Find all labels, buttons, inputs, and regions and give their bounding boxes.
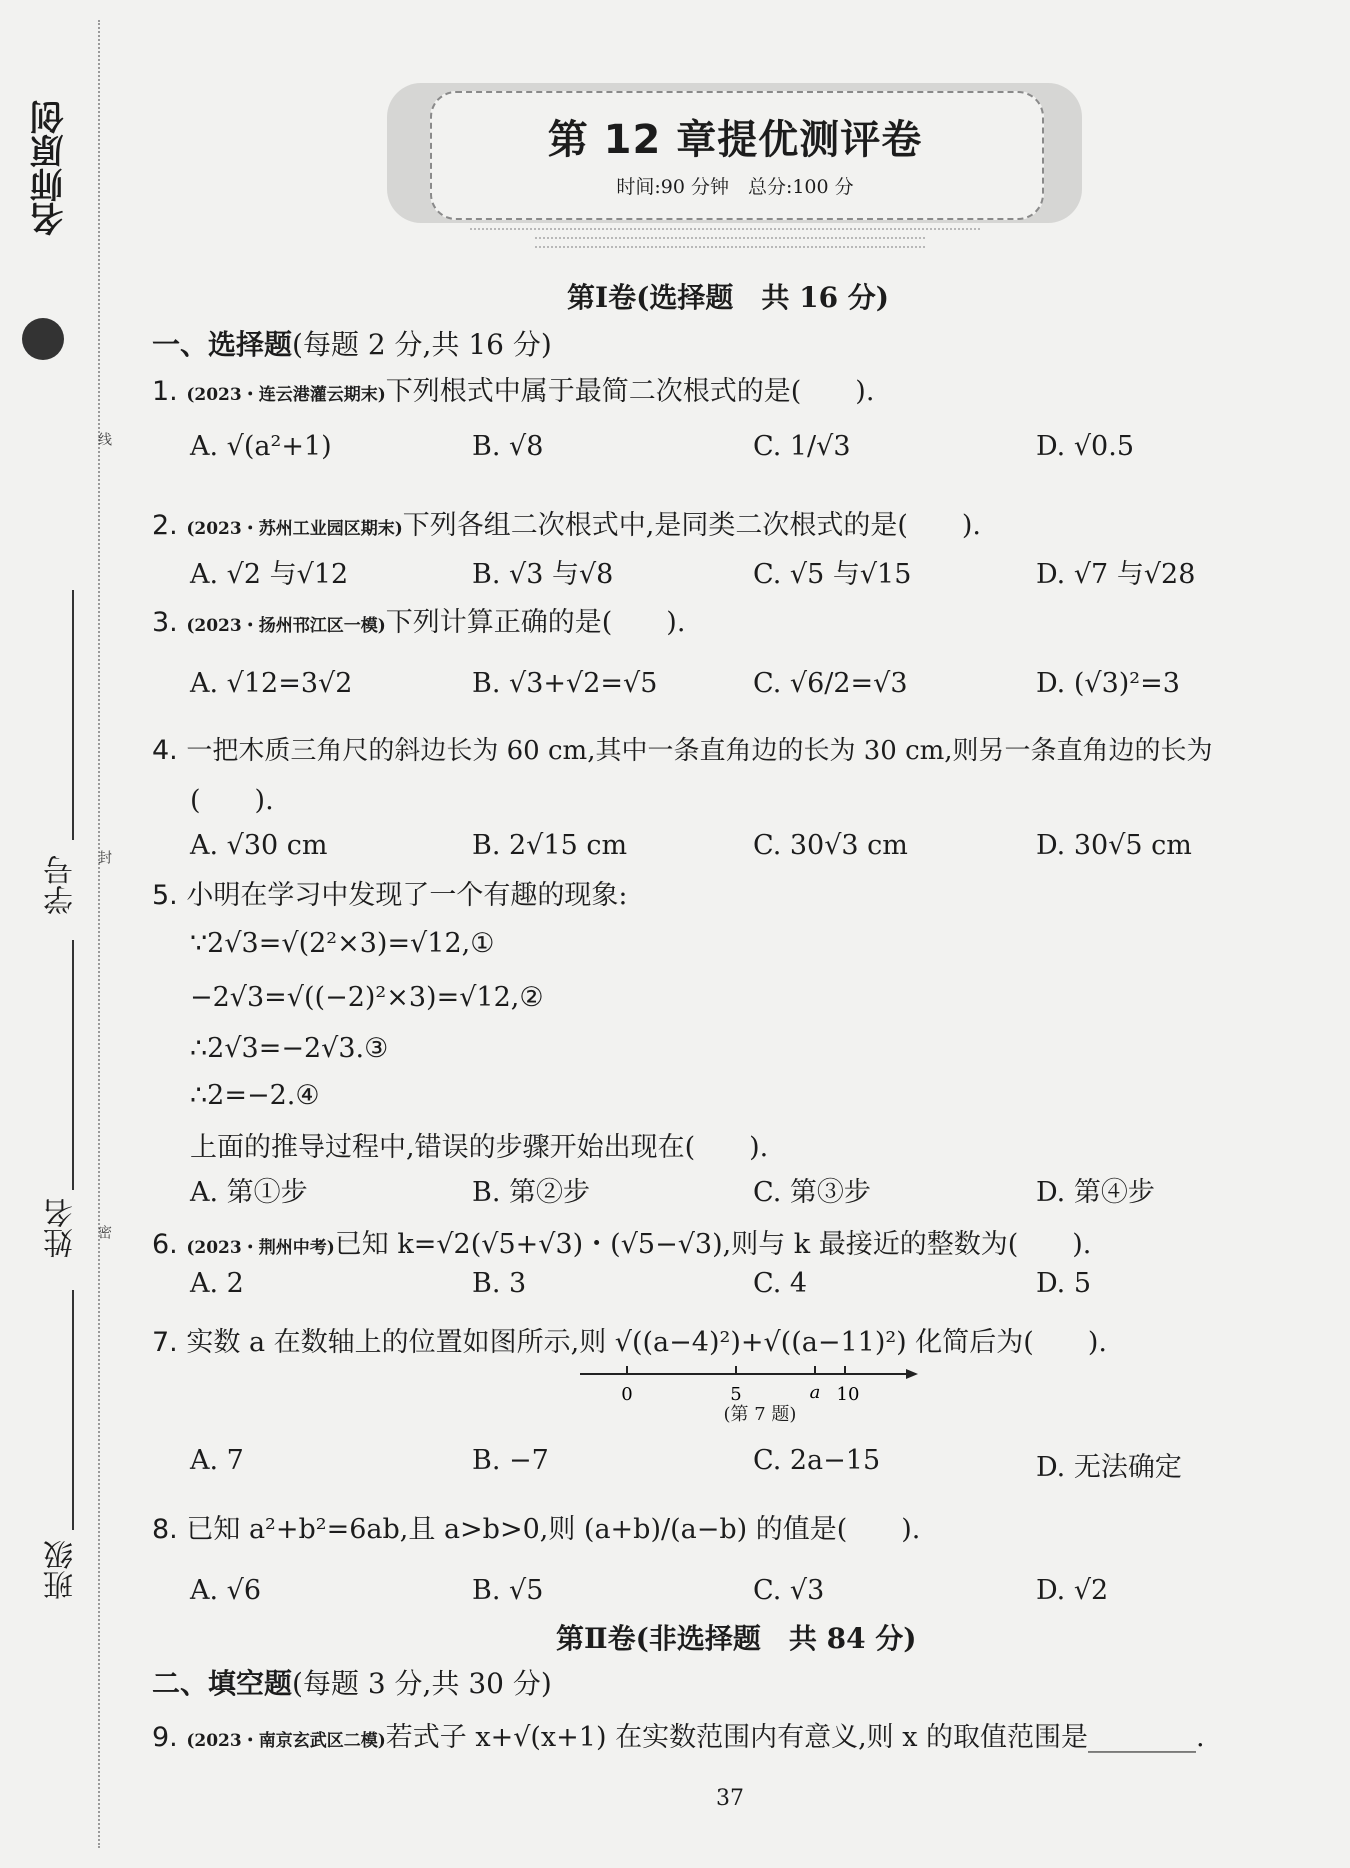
q2-source: (2023・苏州工业园区期末)	[186, 519, 403, 539]
q5-step-1: ∵2√3=√(2²×3)=√12,①	[190, 928, 495, 959]
q7-text: 实数 a 在数轴上的位置如图所示,则 √((a−4)²)+√((a−11)²) 化简后为( ).	[186, 1327, 1107, 1358]
q1-stem	[152, 369, 874, 408]
q1-option-c[interactable]: C. 1/√3	[753, 431, 851, 462]
number-line-arrow	[906, 1369, 918, 1379]
part2-title: 第Ⅱ卷(非选择题 共 84 分)	[556, 1622, 917, 1655]
q5-number: 5.	[152, 880, 178, 911]
q2-number: 2.	[152, 510, 178, 541]
page-number: 37	[716, 1786, 744, 1811]
q2-option-b[interactable]: B. √3 与√8	[472, 559, 614, 590]
q3-option-c[interactable]: C. √6/2=√3	[753, 668, 908, 699]
q5-step-3: ∴2√3=−2√3.③	[190, 1033, 389, 1064]
q3-option-d[interactable]: D. (√3)²=3	[1036, 668, 1180, 699]
q9-stem	[152, 1715, 1205, 1754]
q1-text: 下列根式中属于最简二次根式的是( ).	[385, 376, 875, 407]
tick-label-0: 0	[621, 1384, 633, 1405]
section1-title: 一、选择题	[152, 328, 293, 361]
seal-mark: 封	[96, 850, 112, 864]
q6-option-c[interactable]: C. 4	[753, 1268, 808, 1299]
exam-info: 时间:90 分钟 总分:100 分	[616, 176, 854, 198]
q2-stem	[152, 503, 981, 542]
part1-title: 第Ⅰ卷(选择题 共 16 分)	[567, 281, 890, 314]
q4-option-d[interactable]: D. 30√5 cm	[1036, 830, 1192, 861]
brand-logo-icon	[22, 318, 64, 360]
q3-stem	[152, 600, 685, 639]
section2-title: 二、填空题	[152, 1667, 293, 1700]
section1-heading	[152, 323, 552, 363]
q5-option-c[interactable]: C. 第③步	[753, 1177, 871, 1208]
section2-heading	[152, 1662, 552, 1702]
student-id-line[interactable]	[72, 590, 74, 840]
q5-option-d[interactable]: D. 第④步	[1036, 1177, 1155, 1208]
q4-text: 一把木质三角尺的斜边长为 60 cm,其中一条直角边的长为 30 cm,则另一条直角边的长为	[186, 736, 1213, 766]
q4-stem	[152, 730, 1213, 767]
class-label: 班级	[44, 1540, 79, 1600]
q4-number: 4.	[152, 735, 178, 766]
q4-option-c[interactable]: C. 30√3 cm	[753, 830, 908, 861]
title-decoration	[535, 237, 925, 239]
binding-line	[98, 20, 100, 1848]
q9-source: (2023・南京玄武区二模)	[186, 1731, 386, 1751]
q5-stem	[152, 873, 627, 912]
q4-text-continued: ( ).	[190, 785, 274, 816]
q6-source: (2023・荆州中考)	[186, 1238, 335, 1258]
q5-option-b[interactable]: B. 第②步	[472, 1177, 591, 1208]
q1-option-a[interactable]: A. √(a²+1)	[190, 431, 332, 462]
title-decoration	[535, 246, 925, 248]
q6-option-d[interactable]: D. 5	[1036, 1268, 1092, 1299]
q6-option-b[interactable]: B. 3	[472, 1268, 527, 1299]
q4-option-a[interactable]: A. √30 cm	[190, 830, 328, 861]
q3-option-b[interactable]: B. √3+√2=√5	[472, 668, 658, 699]
section2-note: (每题 3 分,共 30 分)	[292, 1667, 552, 1700]
q3-option-a[interactable]: A. √12=3√2	[190, 668, 353, 699]
q7-number: 7.	[152, 1327, 178, 1358]
title-decoration	[470, 228, 980, 230]
section1-note: (每题 2 分,共 16 分)	[292, 328, 552, 361]
class-line[interactable]	[72, 1290, 74, 1530]
q1-source: (2023・连云港灌云期末)	[186, 385, 386, 405]
line-mark: 线	[96, 432, 112, 446]
q8-option-a[interactable]: A. √6	[190, 1575, 262, 1606]
name-label: 姓名	[44, 1198, 79, 1258]
q5-text: 小明在学习中发现了一个有趣的现象:	[186, 880, 628, 911]
q8-number: 8.	[152, 1514, 178, 1545]
q7-option-c[interactable]: C. 2a−15	[753, 1445, 881, 1476]
student-id-label: 学号	[44, 855, 79, 915]
q3-text: 下列计算正确的是( ).	[385, 607, 686, 638]
q7-option-a[interactable]: A. 7	[190, 1445, 244, 1476]
q2-option-c[interactable]: C. √5 与√15	[753, 559, 912, 590]
q1-number: 1.	[152, 376, 178, 407]
q8-text: 已知 a²+b²=6ab,且 a>b>0,则 (a+b)/(a−b) 的值是( ).	[186, 1514, 921, 1545]
q5-question: 上面的推导过程中,错误的步骤开始出现在( ).	[190, 1132, 769, 1163]
name-line[interactable]	[72, 940, 74, 1190]
q1-option-d[interactable]: D. √0.5	[1036, 431, 1134, 462]
q8-option-c[interactable]: C. √3	[753, 1575, 825, 1606]
q7-stem	[152, 1320, 1107, 1359]
q3-source: (2023・扬州邗江区一模)	[186, 616, 386, 636]
q7-figure-caption: (第 7 题)	[723, 1404, 797, 1425]
no-answer-mark: 密	[96, 1225, 112, 1239]
q4-option-b[interactable]: B. 2√15 cm	[472, 830, 628, 861]
page-title: 第 12 章提优测评卷	[547, 117, 923, 163]
q6-text: 已知 k=√2(√5+√3)・(√5−√3),则与 k 最接近的整数为( ).	[334, 1229, 1092, 1260]
q3-number: 3.	[152, 607, 178, 638]
q6-option-a[interactable]: A. 2	[190, 1268, 244, 1299]
q7-option-b[interactable]: B. −7	[472, 1445, 549, 1476]
q2-option-d[interactable]: D. √7 与√28	[1036, 559, 1196, 590]
q8-option-b[interactable]: B. √5	[472, 1575, 544, 1606]
brand-logo-text: 名师原创	[32, 100, 69, 236]
q2-option-a[interactable]: A. √2 与√12	[190, 559, 349, 590]
q1-option-b[interactable]: B. √8	[472, 431, 544, 462]
q9-text: 若式子 x+√(x+1) 在实数范围内有意义,则 x 的取值范围是________.	[385, 1722, 1205, 1753]
q2-text: 下列各组二次根式中,是同类二次根式的是( ).	[402, 510, 981, 541]
q7-option-d[interactable]: D. 无法确定	[1036, 1452, 1182, 1483]
tick-label-a: a	[809, 1382, 821, 1403]
q5-step-4: ∴2=−2.④	[190, 1080, 320, 1111]
tick-label-5: 5	[730, 1384, 742, 1405]
q9-number: 9.	[152, 1722, 178, 1753]
tick-label-10: 10	[836, 1384, 860, 1405]
q8-option-d[interactable]: D. √2	[1036, 1575, 1109, 1606]
q5-option-a[interactable]: A. 第①步	[190, 1177, 308, 1208]
q5-step-2: −2√3=√((−2)²×3)=√12,②	[190, 982, 544, 1013]
q6-stem	[152, 1222, 1091, 1261]
q6-number: 6.	[152, 1229, 178, 1260]
q8-stem	[152, 1507, 920, 1546]
